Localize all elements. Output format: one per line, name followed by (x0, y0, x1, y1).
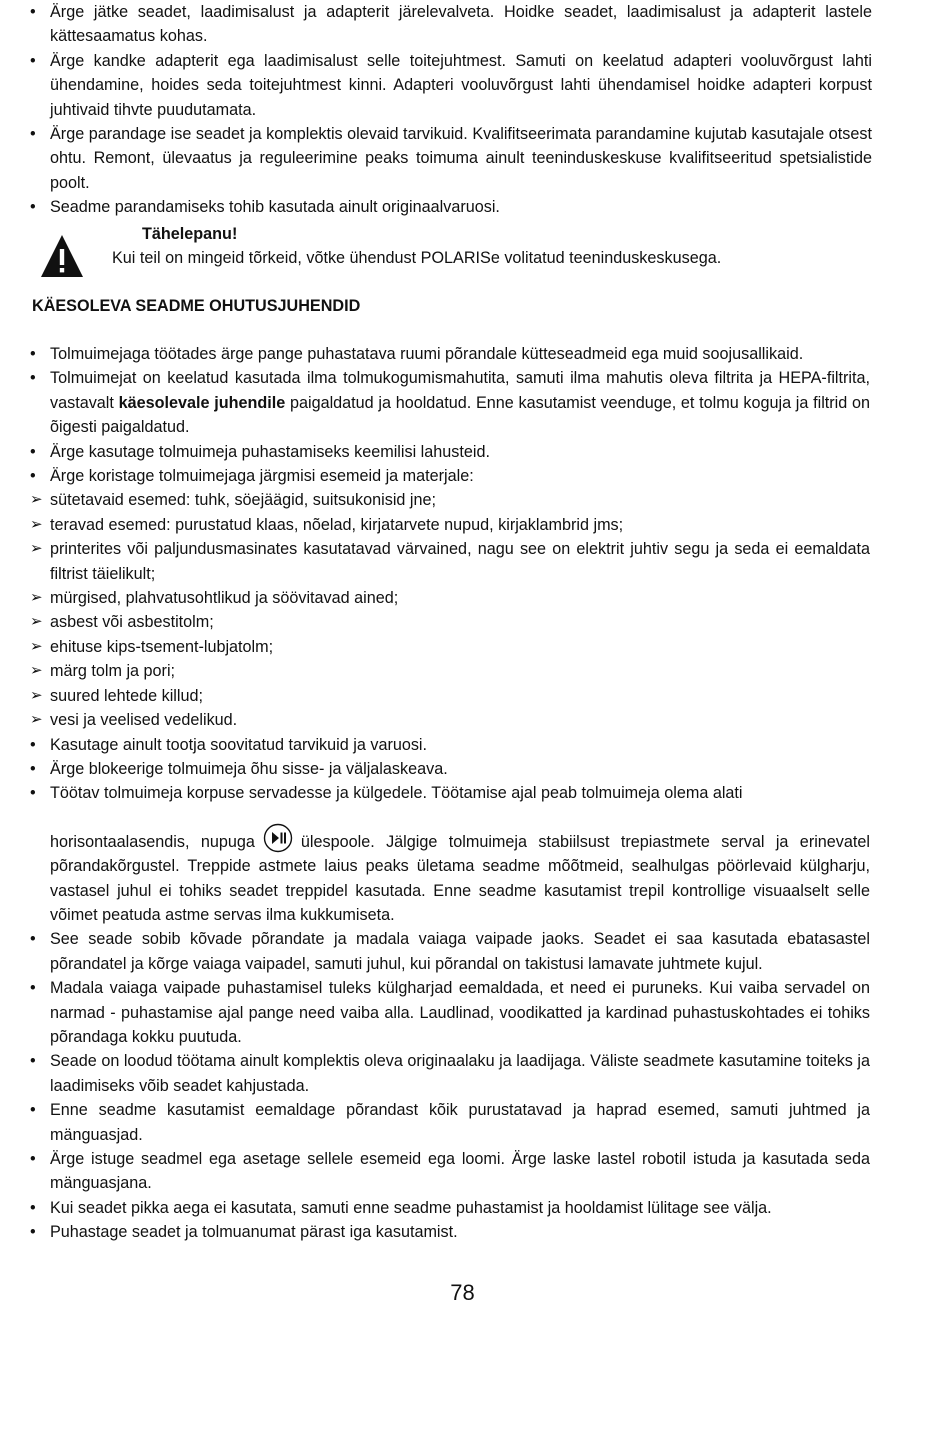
list-item: • Puhastage seadet ja tolmuanumat pärast iga kasutamist. (30, 1220, 870, 1244)
bullet-icon: • (30, 784, 36, 803)
list-item: • Ärge kandke adapterit ega laadimisalust selle toitejuhtmest. Samuti on keelatud adapteri vooluvõrgust lahti ühendamine, hoides seda toitejuhtmest kinni. Adapteri vooluvõrgust lahti ühendamisel hoidke adapteri korpust juhtivaid tihvte puudutamata. (30, 49, 872, 122)
list-item: • Seadme parandamiseks tohib kasutada ainult originaalvaruosi. (30, 195, 872, 219)
list-item: • Ärge parandage ise seadet ja komplektis olevaid tarvikuid. Kvalifitseerimata parandamine kujutab kasutajale otsest ohtu. Remont, ülevaatus ja reguleerimine peaks toimuma ainult teeninduskeskuse kvalifitseeritud spetsialistide poolt. (30, 122, 872, 195)
list-item: • Kasutage ainult tootja soovitatud tarvikuid ja varuosi. (30, 733, 870, 757)
arrow-bullet-icon: ➢ (30, 637, 43, 655)
device-safety-list (30, 342, 870, 1245)
sub-list-item: ➢ märg tolm ja pori; (30, 659, 870, 683)
bullet-icon: • (30, 1101, 36, 1120)
list-item: • Ärge kasutage tolmuimeja puhastamiseks keemilisi lahusteid. (30, 440, 870, 464)
sub-list-item: ➢ sütetavaid esemed: tuhk, söejäägid, suitsukonisid jne; (30, 488, 870, 512)
bullet-icon: • (30, 735, 36, 754)
list-item: • Madala vaiaga vaipade puhastamisel tuleks külgharjad eemaldada, et need ei puruneks. Kui vaiba servadel on narmad - puhastamise ajal pange need vaiba alla. Laudlinad, voodikatted ja kardinad puhastuskohtades ei tohiks põrandaga kokku puutuda. (30, 976, 870, 1049)
bullet-icon: • (30, 125, 36, 144)
page-number: 78 (450, 1280, 475, 1305)
sub-list-item: ➢ asbest või asbestitolm; (30, 610, 870, 634)
list-item: • Ärge blokeerige tolmuimeja õhu sisse- ja väljalaskeava. (30, 757, 870, 781)
arrow-bullet-icon: ➢ (30, 515, 43, 533)
bullet-icon: • (30, 3, 36, 21)
list-item: • Ärge koristage tolmuimejaga järgmisi esemeid ja materjale: (30, 464, 870, 488)
list-item: • Seade on loodud töötama ainult komplektis oleva originaalaku ja laadijaga. Väliste seadmete kasutamine toiteks ja laadimiseks võib seadet kahjustada. (30, 1049, 870, 1098)
bullet-icon: • (30, 759, 36, 778)
arrow-bullet-icon: ➢ (30, 711, 43, 729)
section-heading: KÄESOLEVA SEADME OHUTUSJUHENDID (32, 297, 361, 315)
attention-note (38, 222, 878, 284)
arrow-bullet-icon: ➢ (30, 589, 43, 607)
list-item: • Ärge istuge seadmel ega asetage sellele esemeid ega loomi. Ärge laske lastel robotil istuda ja kasutada seda mänguasjana. (30, 1147, 870, 1196)
bullet-icon: • (30, 442, 36, 461)
bullet-icon: • (30, 467, 36, 486)
general-safety-list (30, 0, 872, 220)
list-item: • Enne seadme kasutamist eemaldage põrandast kõik purustatavad ja haprad esemed, samuti juhtmed ja mänguasjad. (30, 1098, 870, 1147)
bullet-icon: • (30, 198, 36, 217)
sub-list-item: ➢ suured lehtede killud; (30, 684, 870, 708)
note-title: Tähelepanu! (142, 225, 238, 243)
arrow-bullet-icon: ➢ (30, 540, 43, 558)
list-item: • See seade sobib kõvade põrandate ja madala vaiaga vaipade jaoks. Seadet ei saa kasutada ebatasastel põrandatel ja kõrge vaiaga vaipadel, samuti juhul, kui põrandal on takistusi lamavate juhtmete kujul. (30, 927, 870, 976)
sub-list-item: ➢ teravad esemed: purustatud klaas, nõelad, kirjatarvete nupud, kirjaklambrid jms; (30, 513, 870, 537)
arrow-bullet-icon: ➢ (30, 662, 43, 680)
bullet-icon: • (30, 1198, 36, 1217)
list-item: • Töötav tolmuimeja korpuse servadesse ja külgedele. Töötamise ajal peab tolmuimeja olema alati horisontaalasendis, nupuga ülespoole. Jälgige tolmuimeja stabiilsust trepiastmete serval ja erinevatel põrandakõrgustel. Treppide astmete laius peaks ületama seadme mõõtmeid, sealhulgas pöörlevaid külgharju, vastasel juhul ei tohiks seadet treppidel kasutada. Enne seadme kasutamist trepil kontrollige visuaalselt selle võimet peatuda astme servas ilma kukkumiseta. (30, 781, 870, 927)
arrow-bullet-icon: ➢ (30, 686, 43, 704)
note-text: Kui teil on mingeid tõrkeid, võtke ühendust POLARISe volitatud teeninduskeskusega. (112, 249, 722, 267)
bullet-icon: • (30, 345, 36, 363)
list-item: • Tolmuimejaga töötades ärge pange puhastatava ruumi põrandale kütteseadmeid ega muid soojusallikaid. (30, 342, 870, 366)
bullet-icon: • (30, 1150, 36, 1168)
warning-triangle-icon (40, 234, 84, 278)
arrow-bullet-icon: ➢ (30, 491, 43, 509)
bold-reference: käesolevale juhendile (118, 393, 286, 412)
bullet-icon: • (30, 51, 36, 70)
arrow-bullet-icon: ➢ (30, 613, 43, 631)
bullet-icon: • (30, 979, 36, 998)
play-pause-icon (263, 823, 293, 853)
sub-list-item: ➢ printerites või paljundusmasinates kasutatavad värvained, nagu see on elektrit juhtiv segu ja seda ei eemaldata filtrist täielikult; (30, 537, 870, 586)
list-item: • Kui seadet pikka aega ei kasutata, samuti enne seadme puhastamist ja hooldamist lülitage see välja. (30, 1196, 870, 1220)
bullet-icon: • (30, 1052, 36, 1071)
bullet-icon: • (30, 1223, 36, 1242)
bullet-icon: • (30, 930, 36, 949)
bullet-icon: • (30, 369, 36, 388)
sub-list-item: ➢ mürgised, plahvatusohtlikud ja söövitavad ained; (30, 586, 870, 610)
sub-list-item: ➢ ehituse kips-tsement-lubjatolm; (30, 635, 870, 659)
list-item: • Ärge jätke seadet, laadimisalust ja adapterit järelevalveta. Hoidke seadet, laadimisalust ja adapterit lastele kättesaamatus kohas. (30, 0, 872, 49)
list-item: • Tolmuimejat on keelatud kasutada ilma tolmukogumismahutita, samuti ilma mahutis oleva filtrita ja HEPA-filtrita, vastavalt käesolevale juhendile paigaldatud ja hooldatud. Enne kasutamist veenduge, et tolmu koguja ja filtrid on õigesti paigaldatud. (30, 366, 870, 439)
sub-list-item: ➢ vesi ja veelised vedelikud. (30, 708, 870, 732)
